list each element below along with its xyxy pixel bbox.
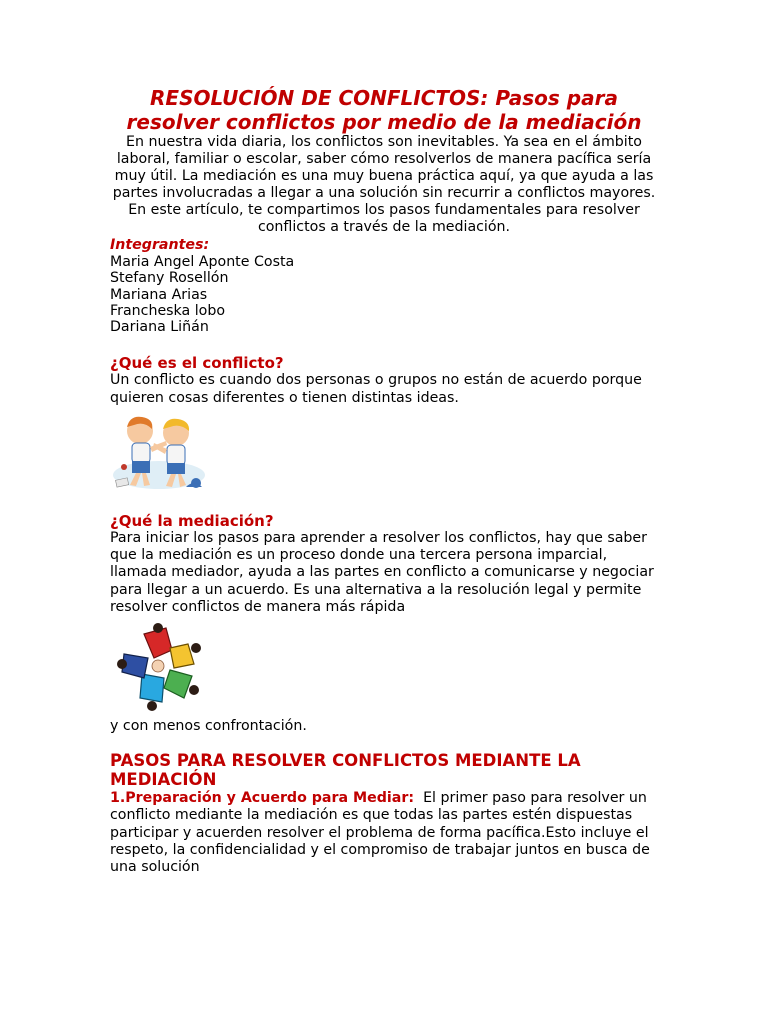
member-item: Stefany Rosellón [110, 270, 229, 287]
document-title: RESOLUCIÓN DE CONFLICTOS: Pasos para resolver conflictos por medio de la mediación [126, 86, 642, 134]
mediation-paragraph-end: y con menos confrontación. [110, 717, 307, 734]
intro-paragraph: En nuestra vida diaria, los conflictos son inevitables. Ya sea en el ámbito laboral, familiar o escolar, saber cómo resolverlos de manera pacífica sería muy útil. La mediación es una muy buena práctica aquí, ya que ayuda a las partes involucradas a llegar a una solución sin recurrir a conflictos mayores. En este artículo, te compartimos los pasos fundamentales para resolver conflictos a través de la mediación. [112, 134, 656, 235]
conflict-paragraph: Un conflicto es cuando dos personas o grupos no están de acuerdo porque quieren cosas diferentes o tienen distintas ideas. [110, 372, 642, 406]
conflict-heading: ¿Qué es el conflicto? [110, 354, 284, 373]
step1-text: El primer paso para resolver un conflicto mediante la mediación es que todas las partes estén dispuestas participar y acuerden resolver el problema de forma pacífica.Esto incluye el respeto, la confidencialidad y el compromiso de trabajar juntos en busca de una solución [110, 790, 650, 875]
document-page [110, 86, 658, 876]
members-heading: Integrantes: [110, 237, 210, 253]
kids-fighting-illustration [110, 413, 208, 493]
member-item: Francheska lobo [110, 302, 226, 319]
step1-label: 1.Preparación y Acuerdo para Mediar: [110, 790, 415, 807]
members-list [110, 254, 658, 335]
mediation-paragraph: Para iniciar los pasos para aprender a resolver los conflictos, hay que saber que la mediación es un proceso donde una tercera persona imparcial, llamada mediador, ayuda a las partes en conflicto a comunicarse y negociar para llegar a un acuerdo. Es una alternativa a la resolución legal y permite resolver conflictos de manera más rápida [110, 529, 654, 615]
mediation-heading: ¿Qué la mediación? [110, 511, 274, 530]
people-circle-illustration [114, 620, 206, 712]
steps-heading: PASOS PARA RESOLVER CONFLICTOS MEDIANTE LA MEDIACIÓN [110, 751, 581, 790]
step1-paragraph [110, 790, 658, 876]
member-item: Mariana Arias [110, 286, 208, 303]
member-item: Dariana Liñán [110, 319, 209, 336]
member-item: Maria Angel Aponte Costa [110, 254, 295, 270]
